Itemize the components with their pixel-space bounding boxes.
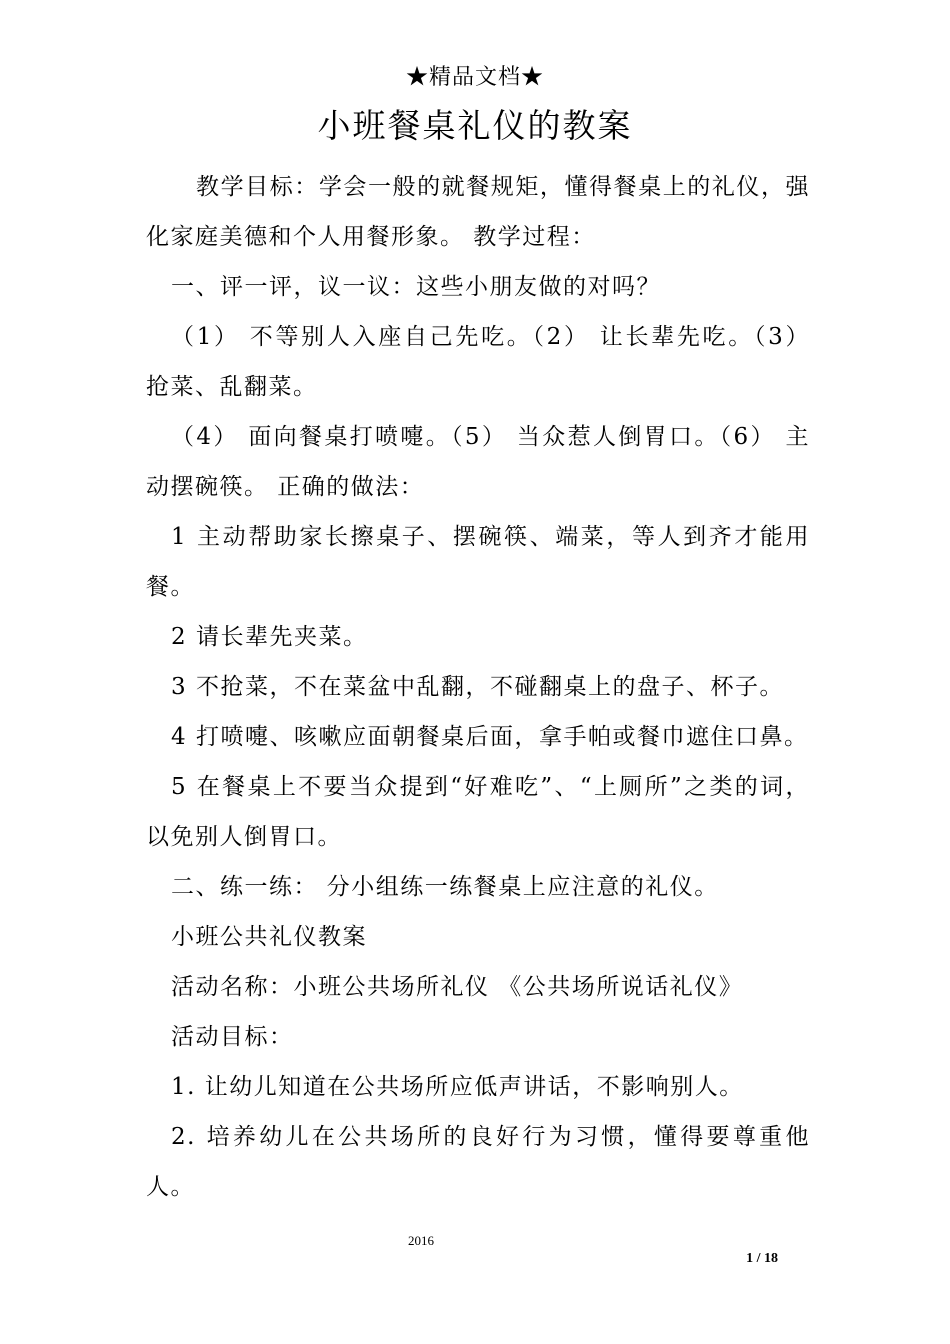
paragraph-rule-2: 2 请长辈先夹菜。 <box>171 624 368 650</box>
paragraph-rule-3: 3 不抢菜，不在菜盆中乱翻，不碰翻桌上的盘子、杯子。 <box>171 674 784 700</box>
document-header-badge: ★精品文档★ <box>405 65 544 90</box>
paragraph-section-two: 二、练一练： 分小组练一练餐桌上应注意的礼仪。 <box>171 874 719 900</box>
page-number: 1 / 18 <box>746 1251 778 1266</box>
paragraph-activity-name: 活动名称：小班公共场所礼仪 《公共场所说话礼仪》 <box>171 974 744 1000</box>
document-title: 小班餐桌礼仪的教案 <box>317 106 633 145</box>
paragraph-rule-4: 4 打喷嚏、咳嗽应面朝餐桌后面，拿手帕或餐巾遮住口鼻。 <box>171 724 809 750</box>
footer-year: 2016 <box>408 1233 434 1248</box>
paragraph-rule-1: 1 主动帮助家长擦桌子、摆碗筷、端菜，等人到齐才能用餐。 <box>146 524 810 600</box>
paragraph-objective: 教学目标：学会一般的就餐规矩，懂得餐桌上的礼仪，强化家庭美德和个人用餐形象。 教学过程： <box>146 174 810 250</box>
paragraph-rule-5: 5 在餐桌上不要当众提到“好难吃”、“上厕所”之类的词，以免别人倒胃口。 <box>146 774 810 850</box>
document-body <box>146 162 810 1212</box>
paragraph-items-4-6: （4） 面向餐桌打喷嚏。（5） 当众惹人倒胃口。（6） 主动摆碗筷。 正确的做法： <box>146 424 810 500</box>
paragraph-goal-1: 1. 让幼儿知道在公共场所应低声讲话，不影响别人。 <box>171 1074 744 1100</box>
paragraph-activity-goals: 活动目标： <box>171 1024 294 1050</box>
paragraph-section-one: 一、评一评，议一议：这些小朋友做的对吗？ <box>171 274 661 300</box>
paragraph-subtitle: 小班公共礼仪教案 <box>171 924 367 950</box>
paragraph-items-1-3: （1） 不等别人入座自己先吃。（2） 让长辈先吃。（3） 抢菜、乱翻菜。 <box>146 324 810 400</box>
paragraph-goal-2: 2. 培养幼儿在公共场所的良好行为习惯，懂得要尊重他人。 <box>146 1124 810 1200</box>
